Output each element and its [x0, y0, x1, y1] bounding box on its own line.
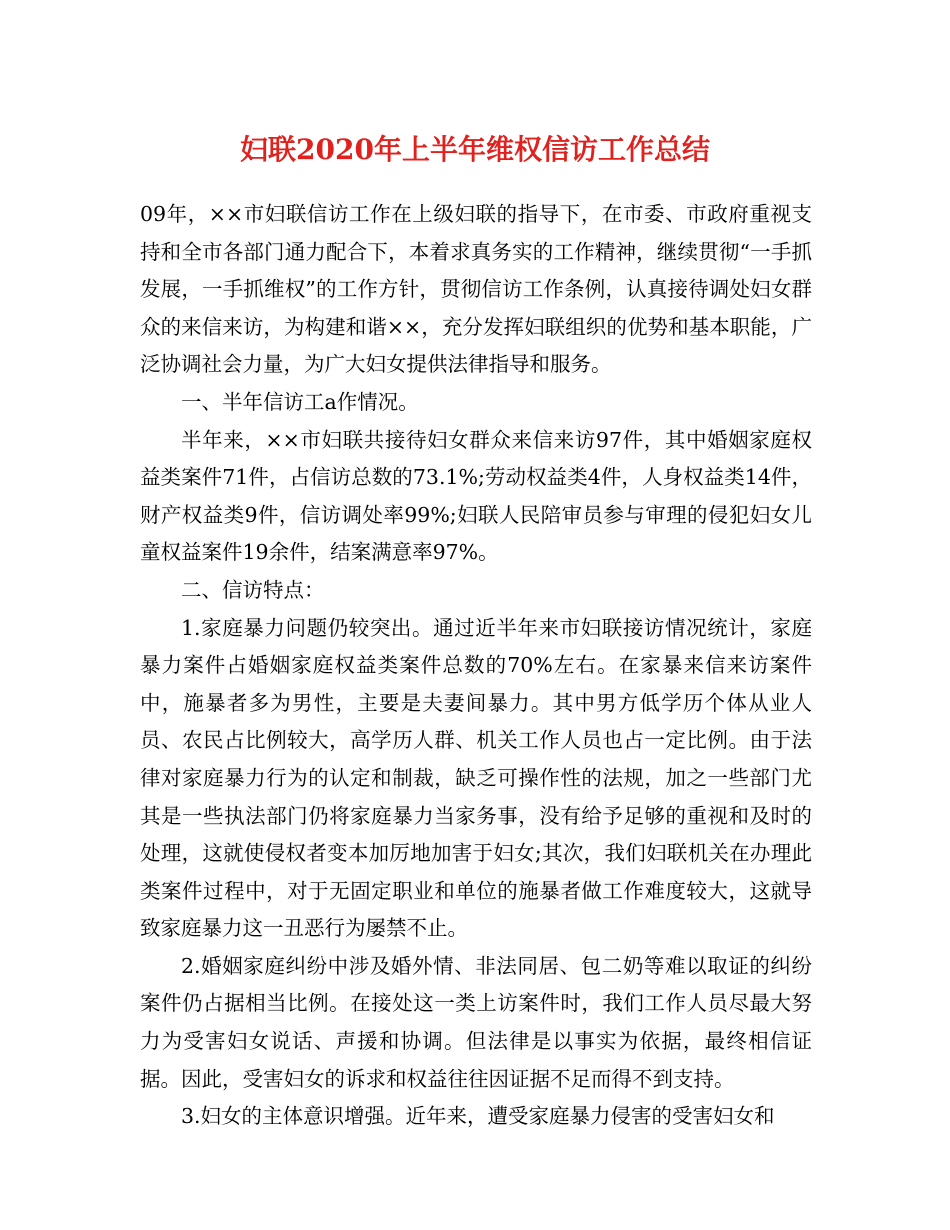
paragraph-feature-3: 3.妇女的主体意识增强。近年来，遭受家庭暴力侵害的受害妇女和	[181, 1104, 775, 1129]
paragraph-statistics: 半年来，××市妇联共接待妇女群众来信来访97件，其中婚姻家庭权益类案件71件，占信访总数的73.1%;劳动权益类4件，人身权益类14件，财产权益类9件，信访调处率99%;妇联人民陪审员参与审理的侵犯妇女儿童权益案件19余件，结案满意率97%。	[140, 427, 812, 565]
document-title: 妇联2020年上半年维权信访工作总结	[240, 133, 710, 166]
section-heading-features: 二、信访特点：	[181, 577, 325, 602]
paragraph-feature-1: 1.家庭暴力问题仍较突出。通过近半年来市妇联接访情况统计，家庭暴力案件占婚姻家庭权益类案件总数的70%左右。在家暴来信来访案件中，施暴者多为男性，主要是夫妻间暴力。其中男方低学历个体从业人员、农民占比例较大，高学历人群、机关工作人员也占一定比例。由于法律对家庭暴力行为的认定和制裁，缺乏可操作性的法规，加之一些部门尤其是一些执法部门仍将家庭暴力当家务事，没有给予足够的重视和及时的处理，这就使侵权者变本加厉地加害于妇女;其次，我们妇联机关在办理此类案件过程中，对于无固定职业和单位的施暴者做工作难度较大，这就导致家庭暴力这一丑恶行为屡禁不止。	[140, 615, 812, 941]
paragraph-feature-2: 2.婚姻家庭纠纷中涉及婚外情、非法同居、包二奶等难以取证的纠纷案件仍占据相当比例。在接处这一类上访案件时，我们工作人员尽最大努力为受害妇女说话、声援和协调。但法律是以事实为依据，最终相信证据。因此，受害妇女的诉求和权益往往因证据不足而得不到支持。	[140, 953, 812, 1091]
paragraph-intro: 09年，××市妇联信访工作在上级妇联的指导下，在市委、市政府重视支持和全市各部门通力配合下，本着求真务实的工作精神，继续贯彻“一手抓发展，一手抓维权”的工作方针，贯彻信访工作条例，认真接待调处妇女群众的来信来访，为构建和谐××，充分发挥妇联组织的优势和基本职能，广泛协调社会力量，为广大妇女提供法律指导和服务。	[140, 202, 812, 377]
section-heading-overview: 一、半年信访工a作情况。	[181, 389, 419, 414]
document-body	[140, 196, 812, 1136]
